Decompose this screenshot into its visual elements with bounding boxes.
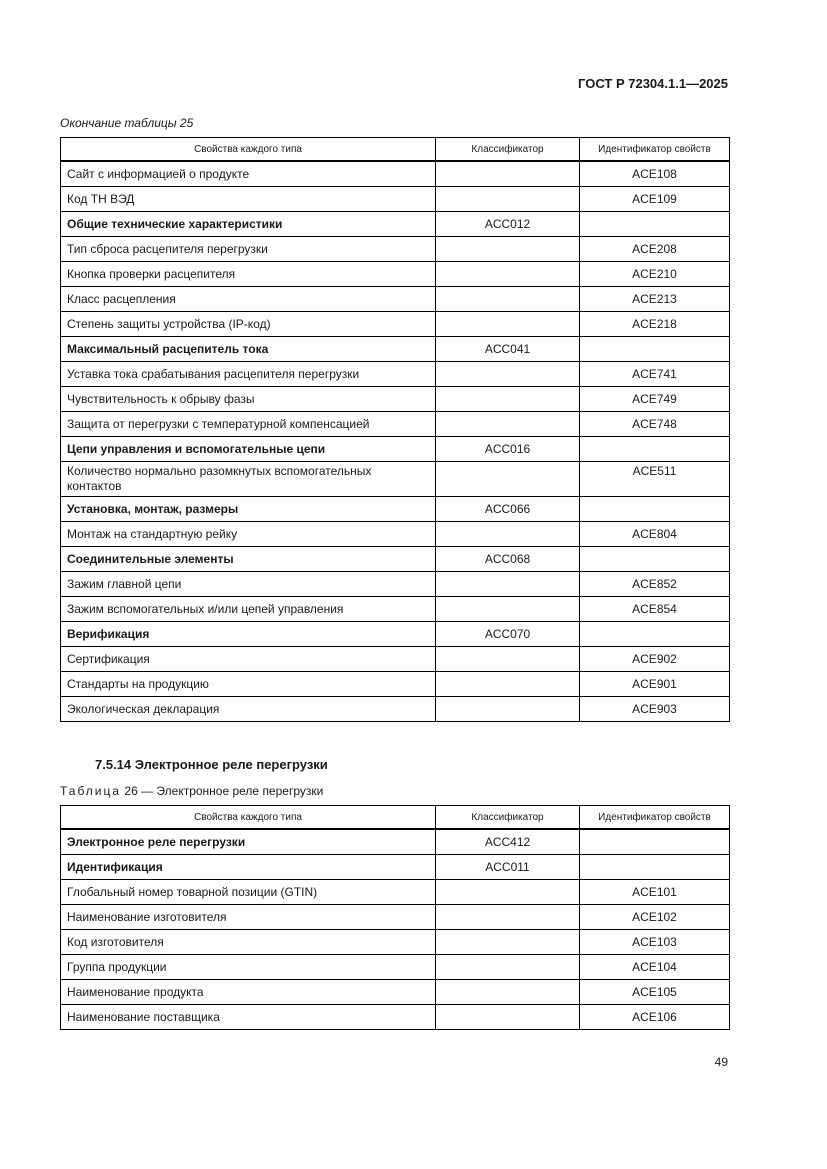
property-id-cell: ACE854	[580, 597, 730, 622]
table-row	[61, 287, 730, 312]
classifier-cell	[436, 237, 580, 262]
property-name-cell: Наименование изготовителя	[61, 905, 436, 930]
classifier-cell: ACC412	[436, 829, 580, 855]
property-name-cell: Класс расцепления	[61, 287, 436, 312]
page-number: 49	[714, 1055, 728, 1069]
property-name-cell: Электронное реле перегрузки	[61, 829, 436, 855]
property-id-cell: ACE108	[580, 161, 730, 187]
property-id-cell	[580, 212, 730, 237]
classifier-cell	[436, 287, 580, 312]
table-row	[61, 855, 730, 880]
table-row	[61, 212, 730, 237]
column-header-property-id: Идентификатор свойств	[580, 806, 730, 830]
property-id-cell: ACE105	[580, 980, 730, 1005]
section-title: 7.5.14 Электронное реле перегрузки	[95, 757, 328, 772]
column-header-classifier: Классификатор	[436, 138, 580, 162]
property-id-cell	[580, 547, 730, 572]
property-name-cell: Степень защиты устройства (IP-код)	[61, 312, 436, 337]
classifier-cell	[436, 262, 580, 287]
property-name-cell: Сайт с информацией о продукте	[61, 161, 436, 187]
property-name-cell: Чувствительность к обрыву фазы	[61, 387, 436, 412]
property-name-cell: Идентификация	[61, 855, 436, 880]
property-name-cell: Защита от перегрузки с температурной компенсацией	[61, 412, 436, 437]
property-name-cell: Тип сброса расцепителя перегрузки	[61, 237, 436, 262]
table-row	[61, 237, 730, 262]
classifier-cell	[436, 572, 580, 597]
column-header-property-id: Идентификатор свойств	[580, 138, 730, 162]
table-26	[60, 805, 730, 1030]
table26-caption-text: 26 — Электронное реле перегрузки	[121, 784, 324, 798]
property-id-cell: ACE741	[580, 362, 730, 387]
property-id-cell: ACE101	[580, 880, 730, 905]
classifier-cell	[436, 930, 580, 955]
column-header-properties: Свойства каждого типа	[61, 138, 436, 162]
property-id-cell: ACE804	[580, 522, 730, 547]
property-id-cell: ACE106	[580, 1005, 730, 1030]
property-name-cell: Наименование поставщика	[61, 1005, 436, 1030]
property-id-cell: ACE218	[580, 312, 730, 337]
property-id-cell: ACE903	[580, 697, 730, 722]
property-name-cell: Глобальный номер товарной позиции (GTIN)	[61, 880, 436, 905]
classifier-cell	[436, 980, 580, 1005]
property-name-cell: Соединительные элементы	[61, 547, 436, 572]
property-id-cell: ACE902	[580, 647, 730, 672]
table-header-row	[61, 806, 730, 830]
table-row	[61, 697, 730, 722]
table-row	[61, 437, 730, 462]
property-name-cell: Сертификация	[61, 647, 436, 672]
table-25	[60, 137, 730, 722]
property-name-cell: Наименование продукта	[61, 980, 436, 1005]
property-name-cell: Кнопка проверки расцепителя	[61, 262, 436, 287]
table-row	[61, 1005, 730, 1030]
table-row	[61, 462, 730, 497]
classifier-cell: ACC070	[436, 622, 580, 647]
classifier-cell	[436, 362, 580, 387]
classifier-cell	[436, 312, 580, 337]
table-row	[61, 930, 730, 955]
table-row	[61, 597, 730, 622]
property-name-cell: Установка, монтаж, размеры	[61, 497, 436, 522]
property-id-cell	[580, 437, 730, 462]
property-id-cell	[580, 855, 730, 880]
property-id-cell: ACE109	[580, 187, 730, 212]
column-header-classifier: Классификатор	[436, 806, 580, 830]
classifier-cell	[436, 955, 580, 980]
classifier-cell	[436, 697, 580, 722]
classifier-cell	[436, 412, 580, 437]
table-row	[61, 547, 730, 572]
property-name-cell: Количество нормально разомкнутых вспомогательных контактов	[61, 462, 436, 497]
table-row	[61, 161, 730, 187]
property-id-cell: ACE102	[580, 905, 730, 930]
table-row	[61, 647, 730, 672]
table26-caption-label: Таблица	[60, 784, 122, 798]
table26-caption	[60, 784, 323, 798]
property-id-cell: ACE213	[580, 287, 730, 312]
property-id-cell	[580, 829, 730, 855]
classifier-cell	[436, 161, 580, 187]
classifier-cell: ACC012	[436, 212, 580, 237]
property-name-cell: Код изготовителя	[61, 930, 436, 955]
property-name-cell: Максимальный расцепитель тока	[61, 337, 436, 362]
table-row	[61, 362, 730, 387]
property-id-cell: ACE103	[580, 930, 730, 955]
classifier-cell	[436, 880, 580, 905]
property-name-cell: Монтаж на стандартную рейку	[61, 522, 436, 547]
property-name-cell: Общие технические характеристики	[61, 212, 436, 237]
property-id-cell: ACE748	[580, 412, 730, 437]
table-row	[61, 522, 730, 547]
table-row	[61, 672, 730, 697]
property-id-cell: ACE749	[580, 387, 730, 412]
table-row	[61, 980, 730, 1005]
table-row	[61, 312, 730, 337]
table-row	[61, 497, 730, 522]
property-name-cell: Группа продукции	[61, 955, 436, 980]
property-id-cell: ACE852	[580, 572, 730, 597]
property-name-cell: Зажим вспомогательных и/или цепей управления	[61, 597, 436, 622]
classifier-cell	[436, 522, 580, 547]
property-name-cell: Код ТН ВЭД	[61, 187, 436, 212]
table-row	[61, 572, 730, 597]
classifier-cell: ACC066	[436, 497, 580, 522]
classifier-cell	[436, 672, 580, 697]
property-name-cell: Уставка тока срабатывания расцепителя перегрузки	[61, 362, 436, 387]
property-name-cell: Зажим главной цепи	[61, 572, 436, 597]
property-id-cell: ACE104	[580, 955, 730, 980]
document-code: ГОСТ Р 72304.1.1—2025	[578, 76, 728, 91]
classifier-cell	[436, 1005, 580, 1030]
classifier-cell	[436, 387, 580, 412]
column-header-properties: Свойства каждого типа	[61, 806, 436, 830]
property-id-cell	[580, 337, 730, 362]
property-id-cell: ACE901	[580, 672, 730, 697]
property-name-cell: Верификация	[61, 622, 436, 647]
classifier-cell	[436, 905, 580, 930]
table-row	[61, 262, 730, 287]
classifier-cell: ACC016	[436, 437, 580, 462]
classifier-cell	[436, 187, 580, 212]
table-row	[61, 880, 730, 905]
classifier-cell: ACC011	[436, 855, 580, 880]
classifier-cell	[436, 647, 580, 672]
property-id-cell: ACE511	[580, 462, 730, 497]
classifier-cell: ACC068	[436, 547, 580, 572]
classifier-cell: ACC041	[436, 337, 580, 362]
property-id-cell: ACE208	[580, 237, 730, 262]
property-id-cell: ACE210	[580, 262, 730, 287]
table25-caption: Окончание таблицы 25	[60, 116, 194, 130]
table-row	[61, 905, 730, 930]
property-name-cell: Цепи управления и вспомогательные цепи	[61, 437, 436, 462]
property-id-cell	[580, 622, 730, 647]
classifier-cell	[436, 462, 580, 497]
property-id-cell	[580, 497, 730, 522]
property-name-cell: Стандарты на продукцию	[61, 672, 436, 697]
table-header-row	[61, 138, 730, 162]
table-row	[61, 412, 730, 437]
property-name-cell: Экологическая декларация	[61, 697, 436, 722]
table-row	[61, 337, 730, 362]
classifier-cell	[436, 597, 580, 622]
table-row	[61, 387, 730, 412]
table-row	[61, 955, 730, 980]
table-row	[61, 829, 730, 855]
table-row	[61, 187, 730, 212]
table-row	[61, 622, 730, 647]
